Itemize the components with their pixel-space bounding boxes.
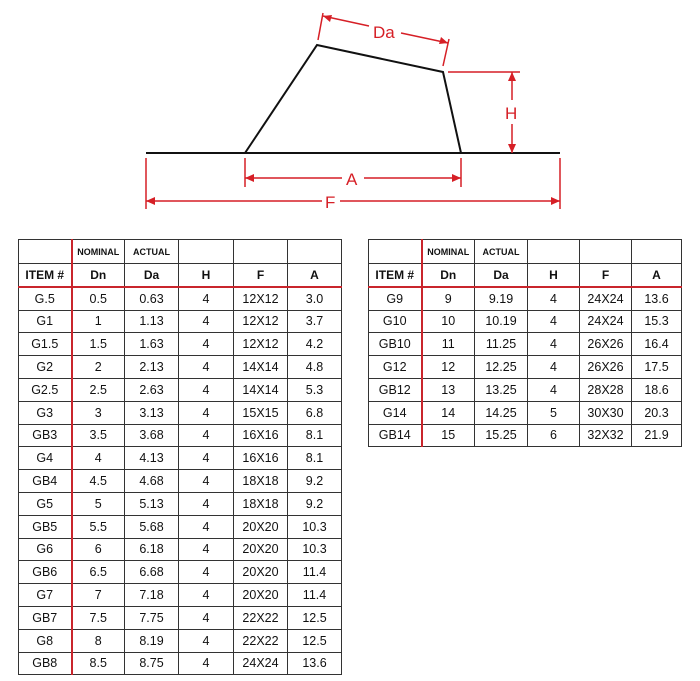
cell-f: 16X16 [234, 447, 288, 470]
cell-h: 4 [179, 287, 234, 310]
header-cell-item: ITEM # [369, 264, 422, 287]
cell-dn: 4.5 [72, 470, 125, 493]
table-row [369, 287, 682, 310]
cell-dn: 2.5 [72, 378, 125, 401]
cell-a: 11.4 [288, 584, 342, 607]
header-cell-item: ITEM # [19, 264, 72, 287]
cell-item: G5 [19, 492, 72, 515]
cell-h: 4 [179, 356, 234, 379]
cell-da: 2.63 [125, 378, 179, 401]
table-row [19, 515, 342, 538]
cell-dn: 8 [72, 629, 125, 652]
cell-h: 4 [179, 492, 234, 515]
cell-dn: 12 [422, 356, 475, 379]
cell-a: 13.6 [288, 652, 342, 675]
cell-dn: 7.5 [72, 606, 125, 629]
cell-f: 28X28 [580, 378, 632, 401]
header-cell-h: H [179, 264, 234, 287]
cell-item: G.5 [19, 287, 72, 310]
cell-item: G12 [369, 356, 422, 379]
cell-f: 20X20 [234, 561, 288, 584]
cone-outline [245, 45, 461, 153]
table-row [19, 378, 342, 401]
cell-h: 4 [179, 447, 234, 470]
header-cell-item [19, 240, 72, 264]
cell-a: 4.2 [288, 333, 342, 356]
cell-f: 15X15 [234, 401, 288, 424]
cell-f: 12X12 [234, 287, 288, 310]
cell-da: 5.13 [125, 492, 179, 515]
cell-da: 11.25 [475, 333, 528, 356]
cell-a: 17.5 [632, 356, 682, 379]
cell-dn: 13 [422, 378, 475, 401]
header-cell-dn: Dn [72, 264, 125, 287]
cell-h: 6 [528, 424, 580, 447]
cell-da: 3.13 [125, 401, 179, 424]
cell-a: 16.4 [632, 333, 682, 356]
cell-h: 4 [179, 378, 234, 401]
header-cell-f [234, 240, 288, 264]
header-cell-f: F [580, 264, 632, 287]
cell-f: 24X24 [580, 310, 632, 333]
cell-dn: 1 [72, 310, 125, 333]
cell-h: 4 [179, 629, 234, 652]
cell-f: 24X24 [234, 652, 288, 675]
header-row [369, 264, 682, 287]
cell-a: 9.2 [288, 492, 342, 515]
cell-dn: 5 [72, 492, 125, 515]
cell-da: 8.75 [125, 652, 179, 675]
cell-f: 24X24 [580, 287, 632, 310]
table-row [19, 424, 342, 447]
cell-da: 9.19 [475, 287, 528, 310]
cell-f: 18X18 [234, 492, 288, 515]
table-row [19, 606, 342, 629]
cell-da: 5.68 [125, 515, 179, 538]
cell-f: 30X30 [580, 401, 632, 424]
cell-da: 4.68 [125, 470, 179, 493]
cell-da: 7.18 [125, 584, 179, 607]
cell-f: 20X20 [234, 538, 288, 561]
cell-h: 4 [179, 470, 234, 493]
table-row [19, 561, 342, 584]
header-cell-dn: NOMINAL [422, 240, 475, 264]
table-row [369, 333, 682, 356]
table-row [19, 470, 342, 493]
cell-h: 4 [179, 606, 234, 629]
cell-a: 18.6 [632, 378, 682, 401]
da-label: Da [373, 23, 395, 42]
cell-item: G2 [19, 356, 72, 379]
cell-da: 8.19 [125, 629, 179, 652]
cell-a: 10.3 [288, 538, 342, 561]
header-cell-f: F [234, 264, 288, 287]
table-row [19, 356, 342, 379]
cell-h: 4 [528, 287, 580, 310]
cell-dn: 2 [72, 356, 125, 379]
cell-da: 10.19 [475, 310, 528, 333]
cell-h: 4 [528, 356, 580, 379]
table-row [19, 538, 342, 561]
header-cell-item [369, 240, 422, 264]
header-cell-a [288, 240, 342, 264]
cell-h: 4 [179, 310, 234, 333]
cell-item: GB10 [369, 333, 422, 356]
cell-item: GB12 [369, 378, 422, 401]
cell-f: 20X20 [234, 584, 288, 607]
cell-dn: 6 [72, 538, 125, 561]
cell-item: GB3 [19, 424, 72, 447]
cell-a: 13.6 [632, 287, 682, 310]
header-cell-da: ACTUAL [125, 240, 179, 264]
cell-dn: 10 [422, 310, 475, 333]
cell-dn: 4 [72, 447, 125, 470]
cell-a: 15.3 [632, 310, 682, 333]
header-row [19, 240, 342, 264]
cell-item: GB7 [19, 606, 72, 629]
cell-a: 21.9 [632, 424, 682, 447]
cell-a: 9.2 [288, 470, 342, 493]
cell-da: 4.13 [125, 447, 179, 470]
cell-f: 16X16 [234, 424, 288, 447]
cell-a: 6.8 [288, 401, 342, 424]
cell-f: 14X14 [234, 356, 288, 379]
cell-h: 4 [179, 424, 234, 447]
cell-dn: 11 [422, 333, 475, 356]
cell-f: 22X22 [234, 606, 288, 629]
header-cell-a [632, 240, 682, 264]
cell-f: 20X20 [234, 515, 288, 538]
cell-item: GB4 [19, 470, 72, 493]
header-cell-dn: Dn [422, 264, 475, 287]
cell-item: G7 [19, 584, 72, 607]
cell-h: 4 [179, 538, 234, 561]
cell-item: G2.5 [19, 378, 72, 401]
header-cell-dn: NOMINAL [72, 240, 125, 264]
cell-a: 8.1 [288, 447, 342, 470]
cell-f: 12X12 [234, 310, 288, 333]
header-row [19, 264, 342, 287]
cell-f: 32X32 [580, 424, 632, 447]
cell-f: 18X18 [234, 470, 288, 493]
cell-a: 12.5 [288, 606, 342, 629]
cell-da: 1.13 [125, 310, 179, 333]
header-cell-h: H [528, 264, 580, 287]
cell-item: G8 [19, 629, 72, 652]
cell-f: 22X22 [234, 629, 288, 652]
cell-da: 3.68 [125, 424, 179, 447]
table-row [19, 333, 342, 356]
table-row [369, 401, 682, 424]
cell-da: 6.18 [125, 538, 179, 561]
table-row [19, 310, 342, 333]
table-row [369, 424, 682, 447]
cell-dn: 7 [72, 584, 125, 607]
cell-da: 0.63 [125, 287, 179, 310]
table-row [369, 356, 682, 379]
cell-item: G14 [369, 401, 422, 424]
cell-da: 15.25 [475, 424, 528, 447]
cell-dn: 8.5 [72, 652, 125, 675]
flashing-cone-diagram [0, 0, 700, 232]
cell-a: 4.8 [288, 356, 342, 379]
cell-da: 7.75 [125, 606, 179, 629]
header-cell-da: Da [475, 264, 528, 287]
cell-item: G6 [19, 538, 72, 561]
table-row [369, 378, 682, 401]
cell-h: 4 [179, 584, 234, 607]
cell-da: 2.13 [125, 356, 179, 379]
cell-dn: 6.5 [72, 561, 125, 584]
cell-h: 4 [179, 333, 234, 356]
cell-item: GB8 [19, 652, 72, 675]
cell-dn: 15 [422, 424, 475, 447]
h-label: H [505, 104, 518, 123]
table-row [19, 629, 342, 652]
cell-da: 12.25 [475, 356, 528, 379]
header-row [369, 240, 682, 264]
cell-h: 4 [179, 561, 234, 584]
table-row [19, 401, 342, 424]
cell-f: 26X26 [580, 356, 632, 379]
table-row [19, 652, 342, 675]
cell-dn: 5.5 [72, 515, 125, 538]
cell-dn: 3 [72, 401, 125, 424]
cell-h: 4 [528, 378, 580, 401]
header-cell-a: A [288, 264, 342, 287]
f-label: F [325, 193, 336, 212]
cell-f: 12X12 [234, 333, 288, 356]
cell-item: G9 [369, 287, 422, 310]
cell-h: 4 [528, 310, 580, 333]
table-row [369, 310, 682, 333]
table-row [19, 584, 342, 607]
cell-dn: 14 [422, 401, 475, 424]
cell-h: 5 [528, 401, 580, 424]
header-cell-a: A [632, 264, 682, 287]
header-cell-f [580, 240, 632, 264]
cell-da: 6.68 [125, 561, 179, 584]
cell-dn: 3.5 [72, 424, 125, 447]
table-row [19, 447, 342, 470]
header-cell-da: Da [125, 264, 179, 287]
cell-item: GB14 [369, 424, 422, 447]
cell-dn: 1.5 [72, 333, 125, 356]
header-cell-h [528, 240, 580, 264]
cell-dn: 0.5 [72, 287, 125, 310]
cell-a: 3.0 [288, 287, 342, 310]
cell-item: G3 [19, 401, 72, 424]
cell-dn: 9 [422, 287, 475, 310]
cell-da: 14.25 [475, 401, 528, 424]
cell-h: 4 [179, 515, 234, 538]
cell-item: G1.5 [19, 333, 72, 356]
cell-h: 4 [528, 333, 580, 356]
cell-item: G4 [19, 447, 72, 470]
cell-item: GB6 [19, 561, 72, 584]
cell-item: GB5 [19, 515, 72, 538]
cell-item: G10 [369, 310, 422, 333]
a-label: A [346, 170, 358, 189]
cell-a: 3.7 [288, 310, 342, 333]
cell-a: 20.3 [632, 401, 682, 424]
header-cell-h [179, 240, 234, 264]
left-spec-table [18, 239, 342, 675]
cell-a: 10.3 [288, 515, 342, 538]
cell-a: 11.4 [288, 561, 342, 584]
cell-h: 4 [179, 652, 234, 675]
cell-a: 8.1 [288, 424, 342, 447]
cell-da: 1.63 [125, 333, 179, 356]
table-row [19, 492, 342, 515]
cell-da: 13.25 [475, 378, 528, 401]
right-spec-table [368, 239, 682, 447]
cell-a: 12.5 [288, 629, 342, 652]
cell-f: 14X14 [234, 378, 288, 401]
table-row [19, 287, 342, 310]
cell-a: 5.3 [288, 378, 342, 401]
cell-item: G1 [19, 310, 72, 333]
cell-h: 4 [179, 401, 234, 424]
header-cell-da: ACTUAL [475, 240, 528, 264]
cell-f: 26X26 [580, 333, 632, 356]
